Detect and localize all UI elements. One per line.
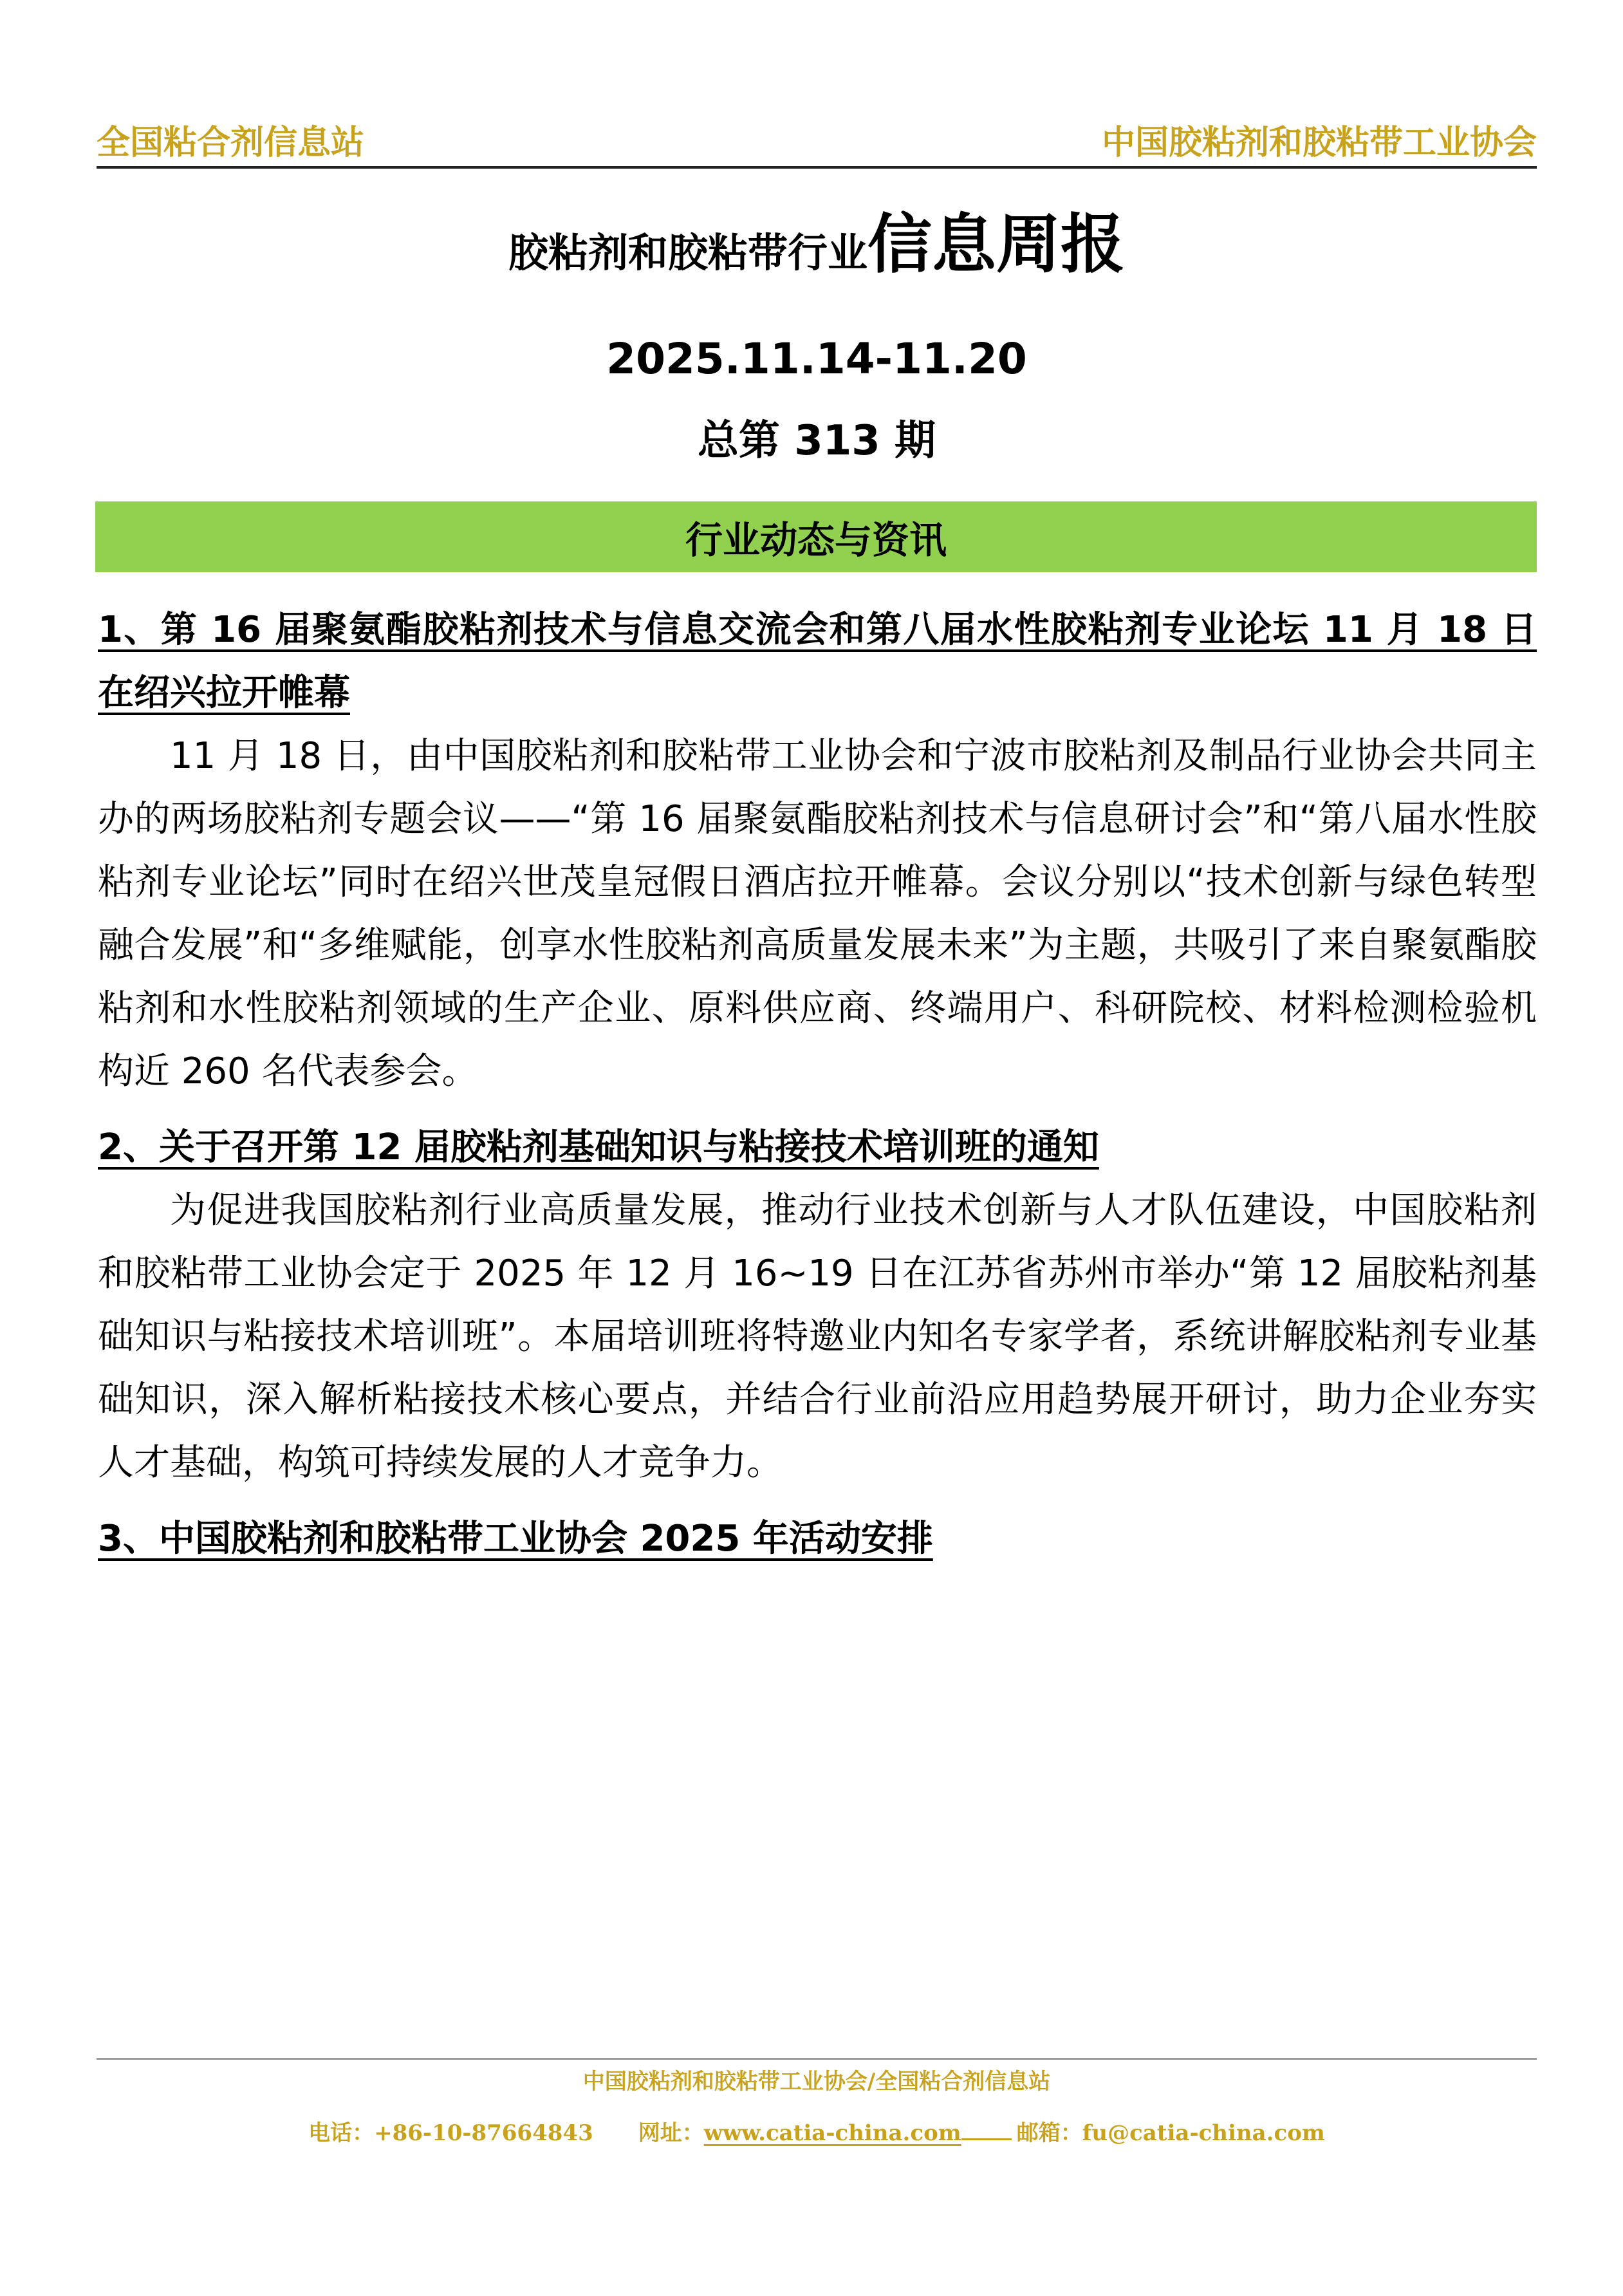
article-list bbox=[98, 599, 1537, 1571]
footer-phone: 电话：+86-10-87664843 bbox=[308, 2120, 593, 2146]
article bbox=[98, 1507, 1537, 1571]
footer-organization: 中国胶粘剂和胶粘带工业协会/全国粘合剂信息站 bbox=[582, 2069, 1051, 2095]
article-headline: 1、第 16 届聚氨酯胶粘剂技术与信息交流会和第八届水性胶粘剂专业论坛 11 月 18 日在绍兴拉开帷幕 bbox=[98, 609, 1537, 714]
article bbox=[98, 1116, 1537, 1495]
running-header bbox=[97, 116, 1537, 169]
footer-contact bbox=[97, 2116, 1537, 2151]
footer-divider bbox=[97, 2058, 1537, 2060]
date-range: 2025.11.14-11.20 bbox=[606, 334, 1027, 384]
issue-number: 总第 313 期 bbox=[697, 417, 936, 465]
title-main: 信息周报 bbox=[867, 207, 1125, 282]
header-right-text: 中国胶粘剂和胶粘带工业协会 bbox=[1101, 123, 1537, 162]
footer-email: 邮箱：fu@catia-china.com bbox=[1016, 2120, 1325, 2146]
article-headline: 2、关于召开第 12 届胶粘剂基础知识与粘接技术培训班的通知 bbox=[98, 1126, 1099, 1168]
header-left-text: 全国粘合剂信息站 bbox=[97, 123, 365, 162]
title-prefix: 胶粘剂和胶粘带行业 bbox=[508, 229, 867, 276]
article-body: 为促进我国胶粘剂行业高质量发展，推动行业技术创新与人才队伍建设，中国胶粘剂和胶粘带工业协会定于 2025 年 12 月 16~19 日在江苏省苏州市举办“第 12 届胶粘剂基础知识与粘接技术培训班”。本届培训班将特邀业内知名专家学者，系统讲解胶粘剂专业基础知识，深入解析粘接技术核心要点，并结合行业前沿应用趋势展开研讨，助力企业夯实人才基础，构筑可持续发展的人才竞争力。 bbox=[98, 1190, 1537, 1484]
report-title bbox=[97, 207, 1537, 282]
footer-link-underline bbox=[961, 2116, 1012, 2140]
article-headline: 3、中国胶粘剂和胶粘带工业协会 2025 年活动安排 bbox=[98, 1518, 933, 1560]
footer-website-link[interactable]: www.catia-china.com bbox=[703, 2120, 961, 2146]
section-heading-bar bbox=[95, 501, 1537, 572]
article-body: 11 月 18 日，由中国胶粘剂和胶粘带工业协会和宁波市胶粘剂及制品行业协会共同主办的两场胶粘剂专题会议——“第 16 届聚氨酯胶粘剂技术与信息研讨会”和“第八届水性胶粘剂专业论坛”同时在绍兴世茂皇冠假日酒店拉开帷幕。会议分别以“技术创新与绿色转型融合发展”和“多维赋能，创享水性胶粘剂高质量发展未来”为主题，共吸引了来自聚氨酯胶粘剂和水性胶粘剂领域的生产企业、原料供应商、终端用户、科研院校、材料检测检验机构近 260 名代表参会。 bbox=[98, 735, 1537, 1092]
article bbox=[98, 599, 1537, 1103]
section-title: 行业动态与资讯 bbox=[685, 518, 947, 562]
footer-website-label: 网址： bbox=[638, 2120, 704, 2146]
